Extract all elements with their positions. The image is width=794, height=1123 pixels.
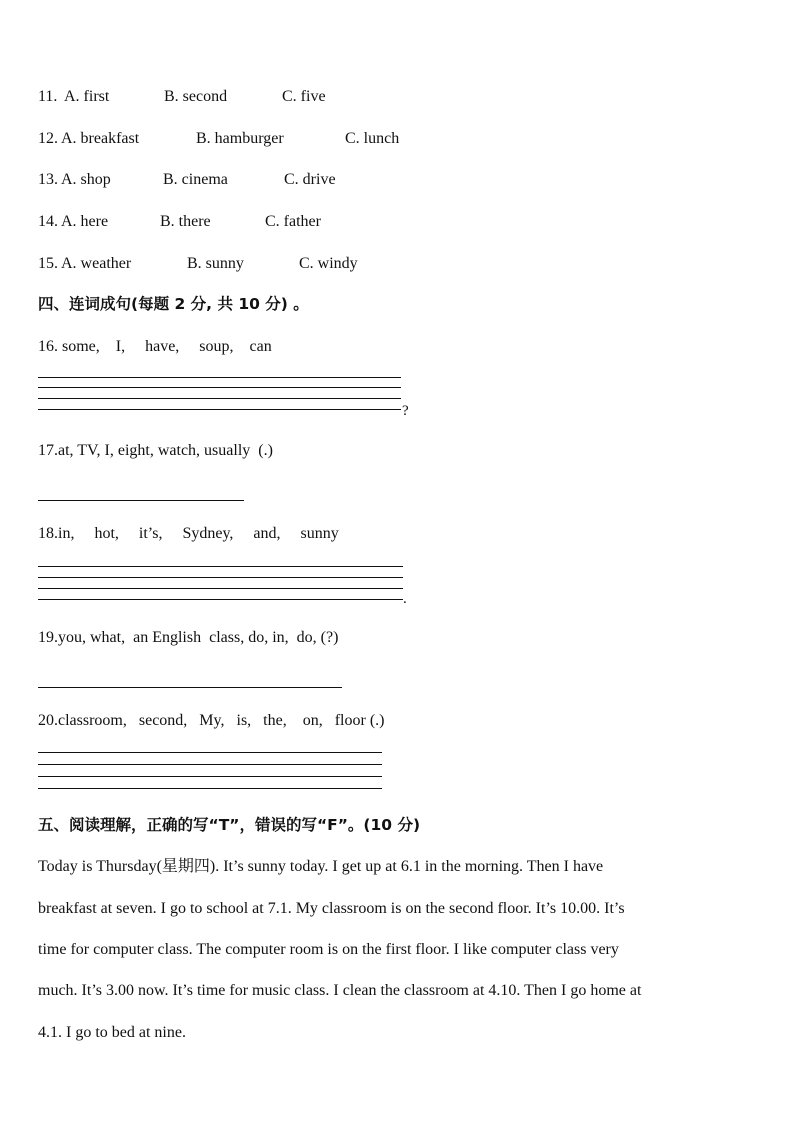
- item-number: 15.: [38, 255, 58, 272]
- option-b: B. there: [160, 213, 211, 230]
- item-number: 12.: [38, 130, 58, 147]
- answer-line: [38, 500, 244, 501]
- end-punctuation: ?: [402, 403, 409, 419]
- word-list: classroom, second, My, is, the, on, floor (.): [58, 712, 385, 729]
- passage-line: breakfast at seven. I go to school at 7.1. My classroom is on the second floor. It’s 10.00. It’s: [38, 900, 625, 917]
- option-b: B. cinema: [163, 171, 228, 188]
- answer-line: [38, 752, 382, 753]
- item-number: 18.: [38, 525, 58, 542]
- option-a: A. here: [61, 213, 109, 230]
- answer-line: [38, 776, 382, 777]
- section-4-title: 四、连词成句(每题 2 分, 共 10 分) 。: [38, 295, 309, 313]
- section-5-title: 五、阅读理解，正确的写“T”，错误的写“F”。(10 分): [38, 816, 421, 834]
- answer-line: [38, 566, 403, 567]
- option-b: B. sunny: [187, 255, 244, 272]
- passage-line: time for computer class. The computer room is on the first floor. I like computer class very: [38, 941, 619, 958]
- item-number: 20.: [38, 712, 58, 729]
- sentence-item-17: [38, 441, 273, 461]
- sentence-item-18: [38, 524, 339, 544]
- option-a: A. breakfast: [61, 130, 140, 147]
- option-a: A. shop: [61, 171, 111, 188]
- end-punctuation: .: [403, 591, 407, 607]
- word-list: in, hot, it’s, Sydney, and, sunny: [58, 525, 339, 542]
- answer-line: [38, 577, 403, 578]
- item-number: 11.: [38, 88, 58, 105]
- answer-line: [38, 398, 401, 399]
- sentence-item-16: [38, 337, 272, 357]
- answer-line: [38, 387, 401, 388]
- answer-line: [38, 599, 403, 600]
- word-list: some, I, have, soup, can: [62, 338, 272, 355]
- answer-line: [38, 588, 403, 589]
- passage-line: much. It’s 3.00 now. It’s time for music class. I clean the classroom at 4.10. Then I go home at: [38, 982, 642, 999]
- option-a: A. first: [64, 88, 110, 105]
- option-c: C. lunch: [345, 130, 400, 147]
- sentence-item-20: [38, 711, 384, 731]
- option-c: C. father: [265, 213, 321, 230]
- answer-line: [38, 687, 342, 688]
- option-b: B. second: [164, 88, 228, 105]
- passage-line: Today is Thursday(星期四). It’s sunny today. I get up at 6.1 in the morning. Then I have: [38, 858, 604, 875]
- option-c: C. windy: [299, 255, 358, 272]
- item-number: 17.: [38, 442, 58, 459]
- option-c: C. five: [282, 88, 326, 105]
- answer-line: [38, 764, 382, 765]
- word-list: you, what, an English class, do, in, do, (?): [58, 629, 339, 646]
- item-number: 14.: [38, 213, 58, 230]
- option-b: B. hamburger: [196, 130, 284, 147]
- answer-line: [38, 409, 401, 410]
- option-a: A. weather: [61, 255, 132, 272]
- word-list: at, TV, I, eight, watch, usually (.): [58, 442, 273, 459]
- passage-line: 4.1. I go to bed at nine.: [38, 1024, 186, 1041]
- sentence-item-19: [38, 628, 338, 648]
- option-c: C. drive: [284, 171, 336, 188]
- answer-line: [38, 377, 401, 378]
- item-number: 13.: [38, 171, 58, 188]
- answer-line: [38, 788, 382, 789]
- item-number: 19.: [38, 629, 58, 646]
- item-number: 16.: [38, 338, 58, 355]
